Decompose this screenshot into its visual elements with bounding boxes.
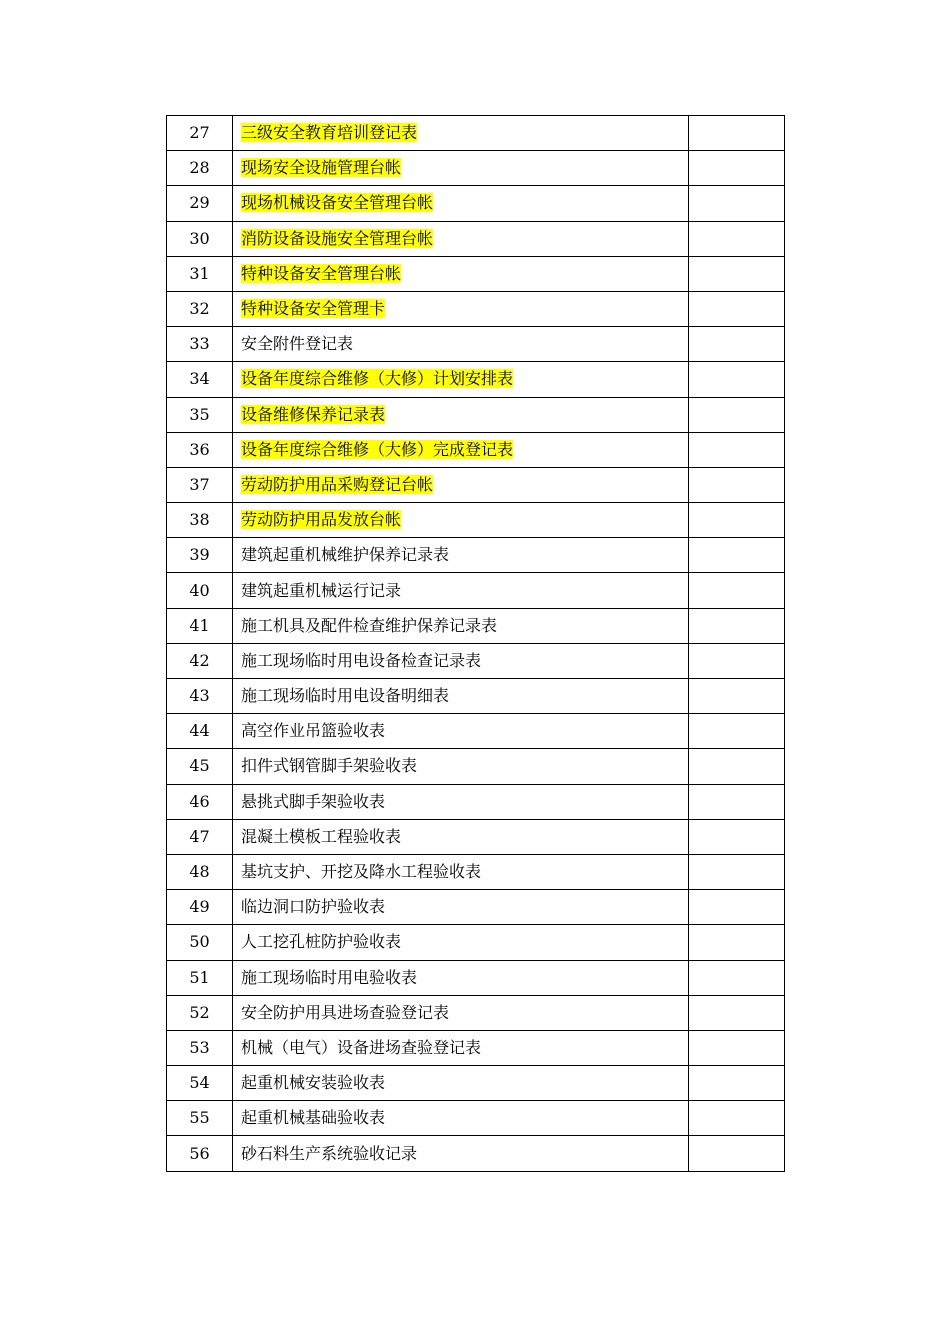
table-row bbox=[167, 714, 785, 749]
record-name-text: 劳动防护用品采购登记台帐 bbox=[241, 474, 434, 494]
row-number-cell: 43 bbox=[167, 679, 233, 714]
record-name-text: 建筑起重机械维护保养记录表 bbox=[241, 545, 450, 565]
record-name-cell bbox=[233, 256, 689, 291]
row-number-cell: 52 bbox=[167, 995, 233, 1030]
record-name-text: 设备维修保养记录表 bbox=[241, 404, 386, 424]
table-row bbox=[167, 643, 785, 678]
table-row bbox=[167, 151, 785, 186]
row-number-cell: 34 bbox=[167, 362, 233, 397]
records-table bbox=[166, 115, 785, 1172]
record-name-cell bbox=[233, 679, 689, 714]
row-number-cell: 36 bbox=[167, 432, 233, 467]
record-name-cell bbox=[233, 890, 689, 925]
record-name-text: 劳动防护用品发放台帐 bbox=[241, 510, 402, 530]
blank-cell bbox=[689, 151, 785, 186]
row-number-cell: 28 bbox=[167, 151, 233, 186]
record-name-text: 特种设备安全管理卡 bbox=[241, 299, 386, 319]
record-name-text: 安全附件登记表 bbox=[241, 334, 354, 354]
blank-cell bbox=[689, 714, 785, 749]
table-row bbox=[167, 1066, 785, 1101]
record-name-cell bbox=[233, 397, 689, 432]
record-name-text: 现场机械设备安全管理台帐 bbox=[241, 193, 434, 213]
table-row bbox=[167, 503, 785, 538]
table-row bbox=[167, 432, 785, 467]
row-number-cell: 51 bbox=[167, 960, 233, 995]
row-number-cell: 33 bbox=[167, 327, 233, 362]
row-number-cell: 30 bbox=[167, 221, 233, 256]
table-row bbox=[167, 1136, 785, 1171]
blank-cell bbox=[689, 1136, 785, 1171]
table-row bbox=[167, 256, 785, 291]
record-name-cell bbox=[233, 608, 689, 643]
record-name-text: 设备年度综合维修（大修）完成登记表 bbox=[241, 439, 514, 459]
row-number-cell: 42 bbox=[167, 643, 233, 678]
record-name-cell bbox=[233, 854, 689, 889]
blank-cell bbox=[689, 925, 785, 960]
table-row bbox=[167, 679, 785, 714]
record-name-text: 起重机械安装验收表 bbox=[241, 1073, 386, 1093]
record-name-cell bbox=[233, 116, 689, 151]
blank-cell bbox=[689, 327, 785, 362]
record-name-cell bbox=[233, 1101, 689, 1136]
table-row bbox=[167, 221, 785, 256]
table-row bbox=[167, 362, 785, 397]
table-row bbox=[167, 960, 785, 995]
record-name-cell bbox=[233, 643, 689, 678]
record-name-text: 安全防护用具进场查验登记表 bbox=[241, 1002, 450, 1022]
record-name-text: 临边洞口防护验收表 bbox=[241, 897, 386, 917]
blank-cell bbox=[689, 221, 785, 256]
blank-cell bbox=[689, 819, 785, 854]
blank-cell bbox=[689, 432, 785, 467]
row-number-cell: 35 bbox=[167, 397, 233, 432]
row-number-cell: 27 bbox=[167, 116, 233, 151]
row-number-cell: 55 bbox=[167, 1101, 233, 1136]
table-row bbox=[167, 819, 785, 854]
row-number-cell: 29 bbox=[167, 186, 233, 221]
row-number-cell: 56 bbox=[167, 1136, 233, 1171]
table-row bbox=[167, 291, 785, 326]
record-name-text: 消防设备设施安全管理台帐 bbox=[241, 228, 434, 248]
record-name-text: 特种设备安全管理台帐 bbox=[241, 263, 402, 283]
blank-cell bbox=[689, 995, 785, 1030]
record-name-cell bbox=[233, 995, 689, 1030]
row-number-cell: 37 bbox=[167, 467, 233, 502]
record-name-cell bbox=[233, 749, 689, 784]
record-name-text: 基坑支护、开挖及降水工程验收表 bbox=[241, 862, 482, 882]
record-name-text: 人工挖孔桩防护验收表 bbox=[241, 932, 402, 952]
record-name-text: 设备年度综合维修（大修）计划安排表 bbox=[241, 369, 514, 389]
table-row bbox=[167, 1030, 785, 1065]
blank-cell bbox=[689, 1066, 785, 1101]
record-name-text: 扣件式钢管脚手架验收表 bbox=[241, 756, 418, 776]
record-name-cell bbox=[233, 186, 689, 221]
record-name-cell bbox=[233, 151, 689, 186]
record-name-cell bbox=[233, 784, 689, 819]
blank-cell bbox=[689, 1030, 785, 1065]
row-number-cell: 45 bbox=[167, 749, 233, 784]
record-name-text: 高空作业吊篮验收表 bbox=[241, 721, 386, 741]
row-number-cell: 32 bbox=[167, 291, 233, 326]
record-name-text: 施工机具及配件检查维护保养记录表 bbox=[241, 615, 498, 635]
table-row bbox=[167, 784, 785, 819]
row-number-cell: 49 bbox=[167, 890, 233, 925]
blank-cell bbox=[689, 608, 785, 643]
blank-cell bbox=[689, 291, 785, 326]
blank-cell bbox=[689, 256, 785, 291]
record-name-cell bbox=[233, 714, 689, 749]
record-name-text: 建筑起重机械运行记录 bbox=[241, 580, 402, 600]
record-name-text: 三级安全教育培训登记表 bbox=[241, 123, 418, 143]
table-row bbox=[167, 890, 785, 925]
records-table-body bbox=[167, 116, 785, 1172]
table-row bbox=[167, 538, 785, 573]
table-row bbox=[167, 397, 785, 432]
record-name-cell bbox=[233, 467, 689, 502]
table-row bbox=[167, 327, 785, 362]
record-name-text: 施工现场临时用电验收表 bbox=[241, 967, 418, 987]
record-name-cell bbox=[233, 327, 689, 362]
row-number-cell: 31 bbox=[167, 256, 233, 291]
blank-cell bbox=[689, 467, 785, 502]
table-row bbox=[167, 186, 785, 221]
blank-cell bbox=[689, 643, 785, 678]
blank-cell bbox=[689, 749, 785, 784]
blank-cell bbox=[689, 854, 785, 889]
blank-cell bbox=[689, 397, 785, 432]
row-number-cell: 38 bbox=[167, 503, 233, 538]
blank-cell bbox=[689, 960, 785, 995]
record-name-text: 起重机械基础验收表 bbox=[241, 1108, 386, 1128]
row-number-cell: 46 bbox=[167, 784, 233, 819]
record-name-cell bbox=[233, 291, 689, 326]
record-name-cell bbox=[233, 503, 689, 538]
row-number-cell: 40 bbox=[167, 573, 233, 608]
blank-cell bbox=[689, 116, 785, 151]
blank-cell bbox=[689, 784, 785, 819]
record-name-text: 混凝土模板工程验收表 bbox=[241, 826, 402, 846]
record-name-cell bbox=[233, 819, 689, 854]
row-number-cell: 47 bbox=[167, 819, 233, 854]
row-number-cell: 48 bbox=[167, 854, 233, 889]
table-row bbox=[167, 573, 785, 608]
record-name-cell bbox=[233, 1066, 689, 1101]
record-name-cell bbox=[233, 362, 689, 397]
record-name-cell bbox=[233, 538, 689, 573]
record-name-cell bbox=[233, 1030, 689, 1065]
row-number-cell: 44 bbox=[167, 714, 233, 749]
blank-cell bbox=[689, 503, 785, 538]
table-row bbox=[167, 116, 785, 151]
table-row bbox=[167, 995, 785, 1030]
record-name-text: 施工现场临时用电设备检查记录表 bbox=[241, 650, 482, 670]
blank-cell bbox=[689, 890, 785, 925]
blank-cell bbox=[689, 573, 785, 608]
record-name-cell bbox=[233, 573, 689, 608]
record-name-cell bbox=[233, 432, 689, 467]
record-name-cell bbox=[233, 221, 689, 256]
record-name-text: 砂石料生产系统验收记录 bbox=[241, 1143, 418, 1163]
record-name-cell bbox=[233, 960, 689, 995]
table-row bbox=[167, 749, 785, 784]
table-row bbox=[167, 1101, 785, 1136]
record-name-text: 现场安全设施管理台帐 bbox=[241, 158, 402, 178]
table-row bbox=[167, 467, 785, 502]
blank-cell bbox=[689, 362, 785, 397]
row-number-cell: 39 bbox=[167, 538, 233, 573]
record-name-text: 悬挑式脚手架验收表 bbox=[241, 791, 386, 811]
row-number-cell: 41 bbox=[167, 608, 233, 643]
record-name-cell bbox=[233, 925, 689, 960]
row-number-cell: 54 bbox=[167, 1066, 233, 1101]
table-row bbox=[167, 608, 785, 643]
blank-cell bbox=[689, 538, 785, 573]
table-row bbox=[167, 854, 785, 889]
blank-cell bbox=[689, 1101, 785, 1136]
table-row bbox=[167, 925, 785, 960]
row-number-cell: 50 bbox=[167, 925, 233, 960]
record-name-text: 机械（电气）设备进场查验登记表 bbox=[241, 1037, 482, 1057]
record-name-text: 施工现场临时用电设备明细表 bbox=[241, 686, 450, 706]
row-number-cell: 53 bbox=[167, 1030, 233, 1065]
blank-cell bbox=[689, 679, 785, 714]
record-name-cell bbox=[233, 1136, 689, 1171]
blank-cell bbox=[689, 186, 785, 221]
